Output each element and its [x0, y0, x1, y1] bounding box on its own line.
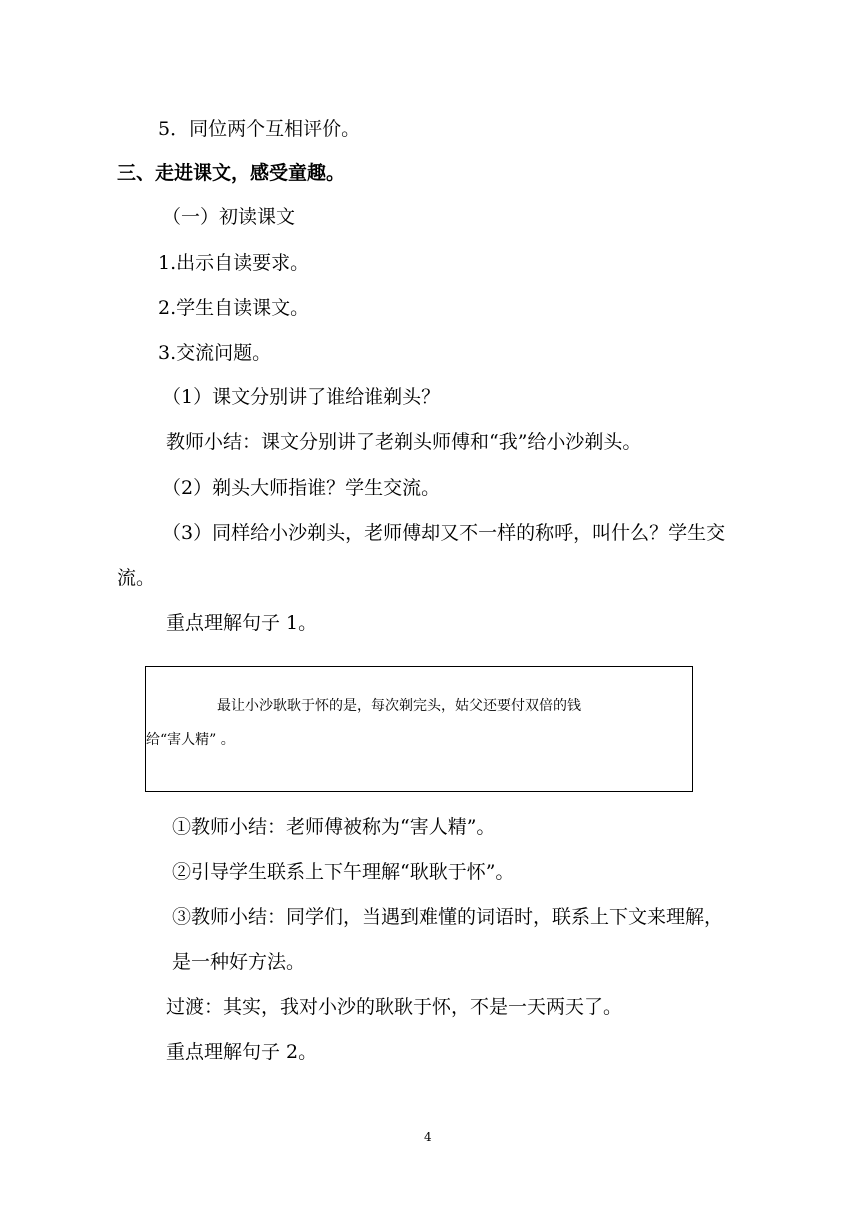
section-heading: 三、走进课文，感受童趣。 — [117, 162, 346, 184]
quote-line-1: 最让小沙耿耿于怀的是，每次剃完头，姑父还要付双倍的钱 — [217, 698, 581, 714]
question-3-continued: 流。 — [117, 567, 156, 589]
question-1: （1）课文分别讲了谁给谁剃头？ — [162, 386, 441, 408]
key-sentence-1-label: 重点理解句子 1。 — [166, 612, 318, 634]
quote-box — [145, 666, 693, 792]
question-3: （3）同样给小沙剃头，老师傅却又不一样的称呼，叫什么？学生交 — [162, 522, 726, 544]
step-2: 2.学生自读课文。 — [158, 297, 310, 319]
step-1: 1.出示自读要求。 — [158, 252, 310, 274]
page-number: 4 — [424, 1130, 432, 1144]
point-3-continued: 是一种好方法。 — [172, 951, 306, 973]
subsection-heading: （一）初读课文 — [162, 206, 296, 228]
point-3: ③教师小结：同学们，当遇到难懂的词语时，联系上下文来理解， — [172, 906, 724, 928]
point-2: ②引导学生联系上下午理解“耿耿于怀”。 — [172, 861, 515, 883]
teacher-summary-1: 教师小结：课文分别讲了老剃头师傅和“我”给小沙剃头。 — [166, 431, 642, 453]
step-3: 3.交流问题。 — [158, 342, 272, 364]
question-2: （2）剃头大师指谁？学生交流。 — [162, 477, 441, 499]
key-sentence-2-label: 重点理解句子 2。 — [166, 1041, 318, 1063]
quote-line-2: 给“害人精” 。 — [146, 732, 235, 748]
transition-line: 过渡：其实，我对小沙的耿耿于怀，不是一天两天了。 — [166, 996, 623, 1018]
point-1: ①教师小结：老师傅被称为“害人精”。 — [172, 816, 496, 838]
list-item-5: 5．同位两个互相评价。 — [158, 118, 361, 140]
